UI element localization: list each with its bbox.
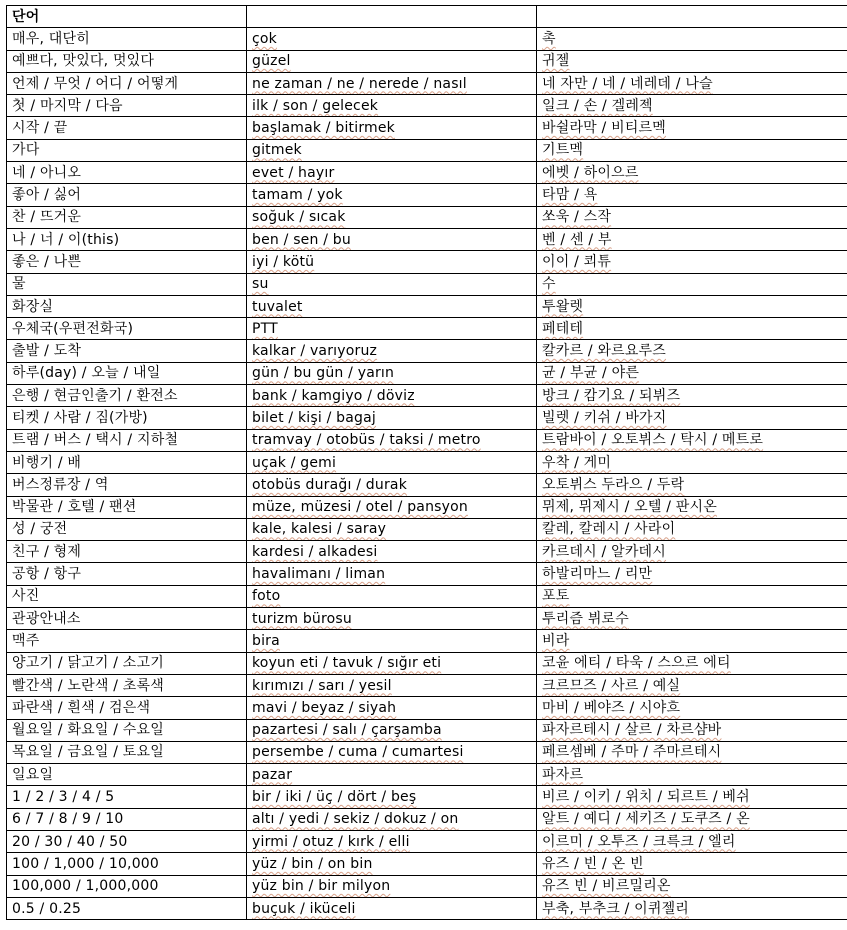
header-pronunciation bbox=[537, 6, 847, 28]
pronunciation-cell: 이이 / 쾨튜 bbox=[537, 251, 847, 273]
korean-cell: 6 / 7 / 8 / 9 / 10 bbox=[7, 808, 247, 830]
pronunciation-cell: 귀젤 bbox=[537, 50, 847, 72]
turkish-cell: gitmek bbox=[247, 139, 537, 161]
turkish-cell: mavi / beyaz / siyah bbox=[247, 697, 537, 719]
turkish-cell: bira bbox=[247, 630, 537, 652]
pronunciation-cell: 페르셈베 / 주마 / 주마르테시 bbox=[537, 741, 847, 763]
table-row bbox=[7, 652, 847, 674]
table-row bbox=[7, 407, 847, 429]
korean-cell: 좋은 / 나쁜 bbox=[7, 251, 247, 273]
pronunciation-cell: 쏘욱 / 스작 bbox=[537, 206, 847, 228]
turkish-cell: ne zaman / ne / nerede / nasıl bbox=[247, 72, 537, 94]
korean-cell: 트램 / 버스 / 택시 / 지하철 bbox=[7, 429, 247, 451]
table-row bbox=[7, 697, 847, 719]
turkish-cell: havalimanı / liman bbox=[247, 563, 537, 585]
turkish-cell: tamam / yok bbox=[247, 184, 537, 206]
korean-cell: 예쁘다, 맛있다, 멋있다 bbox=[7, 50, 247, 72]
turkish-cell: ben / sen / bu bbox=[247, 228, 537, 250]
korean-cell: 언제 / 무엇 / 어디 / 어떻게 bbox=[7, 72, 247, 94]
pronunciation-cell: 트람바이 / 오토뷔스 / 탁시 / 메트로 bbox=[537, 429, 847, 451]
table-row bbox=[7, 50, 847, 72]
turkish-cell: kale, kalesi / saray bbox=[247, 518, 537, 540]
table-row bbox=[7, 630, 847, 652]
table-row bbox=[7, 72, 847, 94]
korean-cell: 100,000 / 1,000,000 bbox=[7, 875, 247, 897]
turkish-cell: yüz bin / bir milyon bbox=[247, 875, 537, 897]
table-row bbox=[7, 808, 847, 830]
turkish-cell: yirmi / otuz / kırk / elli bbox=[247, 830, 537, 852]
turkish-cell: başlamak / bitirmek bbox=[247, 117, 537, 139]
pronunciation-cell: 유즈 빈 / 비르밀리온 bbox=[537, 875, 847, 897]
table-row bbox=[7, 28, 847, 50]
table-row bbox=[7, 117, 847, 139]
header-turkish bbox=[247, 6, 537, 28]
korean-cell: 공항 / 항구 bbox=[7, 563, 247, 585]
pronunciation-cell: 투리즘 뷔로수 bbox=[537, 608, 847, 630]
korean-cell: 첫 / 마지막 / 다음 bbox=[7, 95, 247, 117]
table-row bbox=[7, 541, 847, 563]
turkish-cell: buçuk / iküceli bbox=[247, 897, 537, 919]
table-row bbox=[7, 764, 847, 786]
korean-cell: 티켓 / 사람 / 짐(가방) bbox=[7, 407, 247, 429]
korean-cell: 관광안내소 bbox=[7, 608, 247, 630]
table-row bbox=[7, 608, 847, 630]
korean-cell: 친구 / 형제 bbox=[7, 541, 247, 563]
turkish-cell: pazar bbox=[247, 764, 537, 786]
korean-cell: 1 / 2 / 3 / 4 / 5 bbox=[7, 786, 247, 808]
pronunciation-cell: 빌렛 / 키쉬 / 바가지 bbox=[537, 407, 847, 429]
turkish-cell: tuvalet bbox=[247, 295, 537, 317]
pronunciation-cell: 에벳 / 하이으르 bbox=[537, 162, 847, 184]
turkish-cell: altı / yedi / sekiz / dokuz / on bbox=[247, 808, 537, 830]
turkish-cell: su bbox=[247, 273, 537, 295]
table-header-row bbox=[7, 6, 847, 28]
table-row bbox=[7, 830, 847, 852]
pronunciation-cell: 비라 bbox=[537, 630, 847, 652]
turkish-cell: kalkar / varıyoruz bbox=[247, 340, 537, 362]
table-row bbox=[7, 496, 847, 518]
table-row bbox=[7, 162, 847, 184]
table-row bbox=[7, 674, 847, 696]
table-row bbox=[7, 563, 847, 585]
pronunciation-cell: 방크 / 캄기요 / 되뷔즈 bbox=[537, 385, 847, 407]
korean-cell: 물 bbox=[7, 273, 247, 295]
korean-cell: 매우, 대단히 bbox=[7, 28, 247, 50]
pronunciation-cell: 하발리마느 / 리만 bbox=[537, 563, 847, 585]
korean-cell: 하루(day) / 오늘 / 내일 bbox=[7, 362, 247, 384]
turkish-cell: tramvay / otobüs / taksi / metro bbox=[247, 429, 537, 451]
korean-cell: 네 / 아니오 bbox=[7, 162, 247, 184]
pronunciation-cell: 수 bbox=[537, 273, 847, 295]
turkish-cell: pazartesi / salı / çarşamba bbox=[247, 719, 537, 741]
korean-cell: 은행 / 현금인출기 / 환전소 bbox=[7, 385, 247, 407]
pronunciation-cell: 오토뷔스 두라으 / 두락 bbox=[537, 474, 847, 496]
korean-cell: 출발 / 도착 bbox=[7, 340, 247, 362]
table-row bbox=[7, 451, 847, 473]
turkish-cell: persembe / cuma / cumartesi bbox=[247, 741, 537, 763]
pronunciation-cell: 알트 / 예디 / 세키즈 / 도쿠즈 / 온 bbox=[537, 808, 847, 830]
pronunciation-cell: 네 자만 / 네 / 네레데 / 나슬 bbox=[537, 72, 847, 94]
pronunciation-cell: 파자르 bbox=[537, 764, 847, 786]
korean-cell: 양고기 / 닭고기 / 소고기 bbox=[7, 652, 247, 674]
turkish-cell: güzel bbox=[247, 50, 537, 72]
korean-cell: 빨간색 / 노란색 / 초록색 bbox=[7, 674, 247, 696]
pronunciation-cell: 타맘 / 욕 bbox=[537, 184, 847, 206]
turkish-cell: kırımızı / sarı / yesil bbox=[247, 674, 537, 696]
table-row bbox=[7, 474, 847, 496]
pronunciation-cell: 마비 / 베야즈 / 시야흐 bbox=[537, 697, 847, 719]
turkish-cell: foto bbox=[247, 585, 537, 607]
korean-cell: 나 / 너 / 이(this) bbox=[7, 228, 247, 250]
pronunciation-cell: 파자르테시 / 살르 / 차르샴바 bbox=[537, 719, 847, 741]
korean-cell: 일요일 bbox=[7, 764, 247, 786]
pronunciation-cell: 부축, 부추크 / 이퀴젤리 bbox=[537, 897, 847, 919]
table-row bbox=[7, 184, 847, 206]
turkish-cell: evet / hayır bbox=[247, 162, 537, 184]
korean-cell: 목요일 / 금요일 / 토요일 bbox=[7, 741, 247, 763]
turkish-cell: otobüs durağı / durak bbox=[247, 474, 537, 496]
korean-cell: 0.5 / 0.25 bbox=[7, 897, 247, 919]
pronunciation-cell: 촉 bbox=[537, 28, 847, 50]
turkish-cell: uçak / gemi bbox=[247, 451, 537, 473]
korean-cell: 사진 bbox=[7, 585, 247, 607]
korean-cell: 성 / 궁전 bbox=[7, 518, 247, 540]
table-row bbox=[7, 429, 847, 451]
korean-cell: 박물관 / 호텔 / 팬션 bbox=[7, 496, 247, 518]
turkish-cell: iyi / kötü bbox=[247, 251, 537, 273]
pronunciation-cell: 유즈 / 빈 / 온 빈 bbox=[537, 853, 847, 875]
pronunciation-cell: 벤 / 센 / 부 bbox=[537, 228, 847, 250]
table-row bbox=[7, 318, 847, 340]
korean-cell: 100 / 1,000 / 10,000 bbox=[7, 853, 247, 875]
korean-cell: 화장실 bbox=[7, 295, 247, 317]
table-row bbox=[7, 251, 847, 273]
turkish-cell: bilet / kişi / bagaj bbox=[247, 407, 537, 429]
korean-cell: 우체국(우편전화국) bbox=[7, 318, 247, 340]
pronunciation-cell: 균 / 부균 / 야른 bbox=[537, 362, 847, 384]
pronunciation-cell: 일크 / 손 / 겔레젝 bbox=[537, 95, 847, 117]
table-row bbox=[7, 853, 847, 875]
turkish-cell: turizm bürosu bbox=[247, 608, 537, 630]
table-row bbox=[7, 786, 847, 808]
table-row bbox=[7, 518, 847, 540]
turkish-cell: müze, müzesi / otel / pansyon bbox=[247, 496, 537, 518]
table-row bbox=[7, 273, 847, 295]
pronunciation-cell: 칼레, 칼레시 / 사라이 bbox=[537, 518, 847, 540]
turkish-cell: kardesi / alkadesi bbox=[247, 541, 537, 563]
table-row bbox=[7, 585, 847, 607]
korean-cell: 시작 / 끝 bbox=[7, 117, 247, 139]
pronunciation-cell: 포토 bbox=[537, 585, 847, 607]
turkish-cell: PTT bbox=[247, 318, 537, 340]
table-row bbox=[7, 340, 847, 362]
korean-cell: 월요일 / 화요일 / 수요일 bbox=[7, 719, 247, 741]
table-row bbox=[7, 385, 847, 407]
pronunciation-cell: 바쉴라막 / 비티르멕 bbox=[537, 117, 847, 139]
pronunciation-cell: 우착 / 게미 bbox=[537, 451, 847, 473]
pronunciation-cell: 카르데시 / 알카데시 bbox=[537, 541, 847, 563]
turkish-cell: soğuk / sıcak bbox=[247, 206, 537, 228]
header-korean: 단어 bbox=[7, 6, 247, 28]
table-row bbox=[7, 897, 847, 919]
pronunciation-cell: 크르므즈 / 사르 / 예실 bbox=[537, 674, 847, 696]
table-row bbox=[7, 228, 847, 250]
pronunciation-cell: 코윤 에티 / 타욱 / 스으르 에티 bbox=[537, 652, 847, 674]
korean-cell: 좋아 / 싫어 bbox=[7, 184, 247, 206]
table-row bbox=[7, 719, 847, 741]
korean-cell: 가다 bbox=[7, 139, 247, 161]
korean-cell: 파란색 / 흰색 / 검은색 bbox=[7, 697, 247, 719]
pronunciation-cell: 칼카르 / 와르요루즈 bbox=[537, 340, 847, 362]
pronunciation-cell: 기트멕 bbox=[537, 139, 847, 161]
pronunciation-cell: 페테테 bbox=[537, 318, 847, 340]
korean-cell: 버스정류장 / 역 bbox=[7, 474, 247, 496]
turkish-cell: koyun eti / tavuk / sığır eti bbox=[247, 652, 537, 674]
turkish-cell: ilk / son / gelecek bbox=[247, 95, 537, 117]
table-body bbox=[7, 28, 847, 920]
korean-cell: 20 / 30 / 40 / 50 bbox=[7, 830, 247, 852]
korean-cell: 비행기 / 배 bbox=[7, 451, 247, 473]
turkish-cell: çok bbox=[247, 28, 537, 50]
vocabulary-table bbox=[6, 5, 847, 920]
turkish-cell: bir / iki / üç / dört / beş bbox=[247, 786, 537, 808]
pronunciation-cell: 뮈제, 뮈제시 / 오텔 / 판시온 bbox=[537, 496, 847, 518]
table-row bbox=[7, 139, 847, 161]
table-row bbox=[7, 362, 847, 384]
table-row bbox=[7, 295, 847, 317]
table-row bbox=[7, 875, 847, 897]
pronunciation-cell: 투왈렛 bbox=[537, 295, 847, 317]
turkish-cell: yüz / bin / on bin bbox=[247, 853, 537, 875]
table-row bbox=[7, 206, 847, 228]
turkish-cell: bank / kamgiyo / döviz bbox=[247, 385, 537, 407]
pronunciation-cell: 이르미 / 오투즈 / 크륵크 / 엘리 bbox=[537, 830, 847, 852]
pronunciation-cell: 비르 / 이키 / 위치 / 되르트 / 베쉬 bbox=[537, 786, 847, 808]
korean-cell: 찬 / 뜨거운 bbox=[7, 206, 247, 228]
korean-cell: 맥주 bbox=[7, 630, 247, 652]
table-row bbox=[7, 741, 847, 763]
turkish-cell: gün / bu gün / yarın bbox=[247, 362, 537, 384]
table-row bbox=[7, 95, 847, 117]
